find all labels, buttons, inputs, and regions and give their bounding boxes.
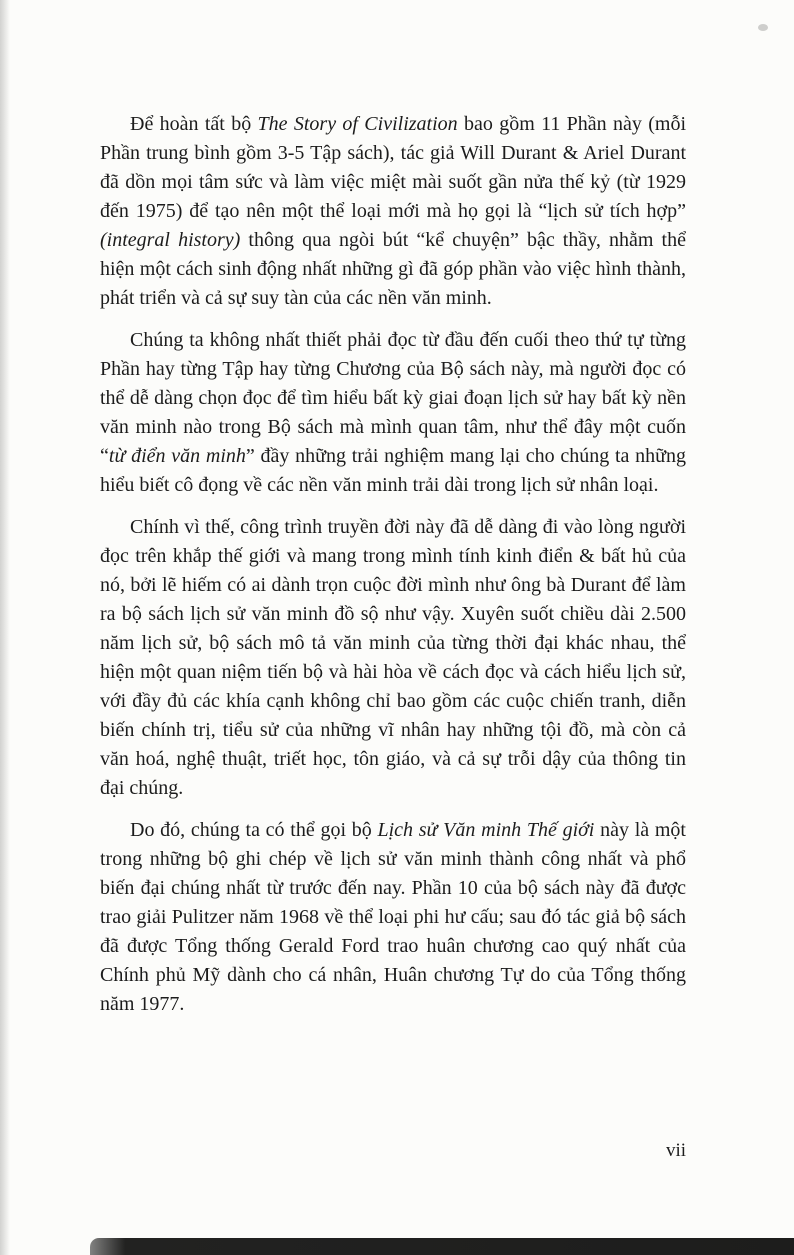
- text-run: bao gồm 11 Phần này (mỗi Phần trung bình gồm 3-5 Tập sách), tác giả Will Durant & Ariel Durant đã dồn mọi tâm sức và làm việc miệt mài suốt gần nửa thế kỷ (từ 1929 đến 1975) để tạo nên một thể loại mới mà họ gọi là “lịch sử tích hợp”: [100, 113, 687, 222]
- text-run: này là một trong những bộ ghi chép về lịch sử văn minh thành công nhất và phổ biến đại chúng nhất từ trước đến nay. Phần 10 của bộ sách này đã được trao giải Pulitzer năm 1968 về thể loại phi hư cấu; sau đó tác giả bộ sách đã được Tổng thống Gerald Ford trao huân chương cao quý nhất của Chính phủ Mỹ dành cho cá nhân, Huân chương Tự do của Tổng thống năm 1977.: [100, 819, 686, 1015]
- text-run: Chính vì thế, công trình truyền đời này đã dễ dàng đi vào lòng người đọc trên khắp thế giới và mang trong mình tính kinh điển & bất hủ của nó, bởi lẽ hiếm có ai dành trọn cuộc đời mình như ông bà Durant để làm ra bộ sách lịch sử văn minh đồ sộ như vậy. Xuyên suốt chiều dài 2.500 năm lịch sử, bộ sách mô tả văn minh của từng thời đại khác nhau, thể hiện một quan niệm tiến bộ và hài hòa về cách đọc và cách hiểu lịch sử, với đầy đủ các khía cạnh không chỉ bao gồm các cuộc chiến tranh, diễn biến chính trị, tiểu sử của những vĩ nhân hay những tội đồ, mà còn cả văn hoá, nghệ thuật, triết học, tôn giáo, và cả sự trỗi dậy của thông tin đại chúng.: [100, 516, 686, 799]
- scan-left-edge-shadow: [0, 0, 10, 1255]
- paragraph: [100, 110, 686, 313]
- italic-text-run: từ điển văn minh: [108, 445, 246, 467]
- paragraph: [100, 816, 686, 1019]
- text-run: Do đó, chúng ta có thể gọi bộ: [130, 819, 378, 841]
- scan-smudge-artifact: [758, 24, 768, 31]
- text-run: Để hoàn tất bộ: [130, 113, 258, 135]
- page-number: vii: [665, 1140, 686, 1161]
- italic-text-run: Lịch sử Văn minh Thế giới: [377, 819, 595, 841]
- text-run: ” đầy những trải nghiệm mang lại cho chúng ta những hiểu biết cô đọng về các nền văn minh trải dài trong lịch sử nhân loại.: [100, 445, 687, 496]
- text-run: thông qua ngòi bút “kể chuyện” bậc thầy, nhằm thể hiện một cách sinh động nhất những gì đã góp phần vào việc hình thành, phát triển và cả sự suy tàn của các nền văn minh.: [100, 229, 686, 309]
- paragraph: [100, 326, 686, 500]
- text-block: [100, 110, 686, 1032]
- italic-text-run: The Story of Civilization: [257, 113, 458, 135]
- paragraph: [100, 513, 686, 803]
- scan-bottom-edge-bar: [90, 1238, 794, 1255]
- italic-text-run: (integral history): [100, 229, 241, 251]
- text-run: Chúng ta không nhất thiết phải đọc từ đầu đến cuối theo thứ tự từng Phần hay từng Tập hay từng Chương của Bộ sách này, mà người đọc có thể dễ dàng chọn đọc để tìm hiểu bất kỳ giai đoạn lịch sử hay bất kỳ nền văn minh nào trong Bộ sách mà mình quan tâm, như thể đây một cuốn “: [100, 329, 686, 467]
